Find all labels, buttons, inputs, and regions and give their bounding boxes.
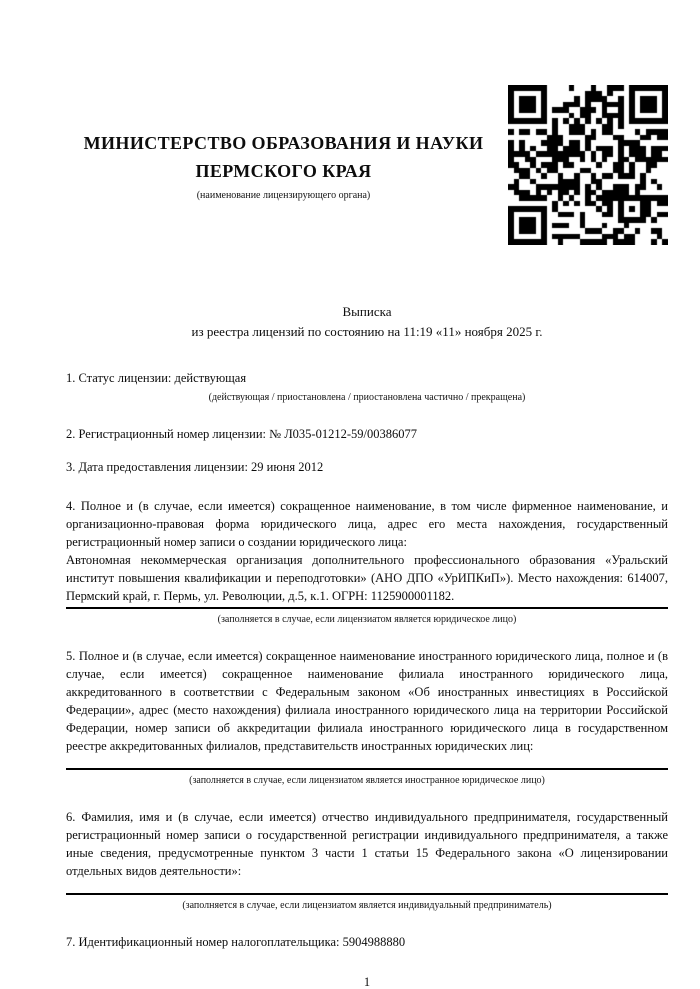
clause-text: 1. Статус лицензии: действующая bbox=[66, 371, 247, 385]
licensing-authority-block bbox=[66, 129, 501, 202]
clause-text: 3. Дата предоставления лицензии: 29 июня 2012 bbox=[66, 460, 324, 474]
licensing-authority-caption: (наименование лицензирующего органа) bbox=[196, 189, 371, 201]
document-title bbox=[0, 302, 700, 342]
document-header bbox=[0, 85, 700, 245]
clause-license-status bbox=[66, 369, 668, 404]
clause-text: 7. Идентификационный номер налогоплательщика: 5904988880 bbox=[66, 935, 406, 949]
separator-line bbox=[66, 893, 668, 895]
separator-line bbox=[66, 607, 668, 609]
clause-caption: (действующая / приостановлена / приостановлена частично / прекращена) bbox=[208, 392, 526, 403]
clause-caption: (заполняется в случае, если лицензиатом является юридическое лицо) bbox=[217, 614, 517, 625]
qr-code-icon bbox=[508, 85, 668, 245]
clause-text: 5. Полное и (в случае, если имеется) сокращенное наименование иностранного юридического лица, полное и (в случае, если имеется) сокращенное наименование филиала иностранного юридического лица, аккредитованного в соответствии с Федеральным законом «Об иностранных инвестициях в Российской Федерации», адрес (место нахождения) филиала иностранного юридического лица на территории Российской Федерации, номер записи об аккредитации филиала иностранного юридического лица в государственном реестре аккредитованных филиалов, представительств иностранных юридических лиц: bbox=[66, 649, 668, 753]
clause-taxpayer-number bbox=[66, 933, 668, 951]
clause-foreign-entity bbox=[66, 647, 668, 787]
ministry-name-line2: ПЕРМСКОГО КРАЯ bbox=[195, 160, 372, 181]
page-number: 1 bbox=[363, 975, 371, 989]
clause-caption: (заполняется в случае, если лицензиатом является иностранное юридическое лицо) bbox=[189, 775, 545, 786]
clause-caption: (заполняется в случае, если лицензиатом является индивидуальный предприниматель) bbox=[182, 900, 552, 911]
clause-legal-entity bbox=[66, 497, 668, 626]
clause-text: 2. Регистрационный номер лицензии: № Л035-01212-59/00386077 bbox=[66, 427, 417, 441]
clause-value: Автономная некоммерческая организация дополнительного профессионального образования «Уральский институт повышения квалификации и переподготовки» (АНО ДПО «УрИПКиП»). Место нахождения: 614007, Пермский край, г. Пермь, ул. Революции, д.5, к.1. ОГРН: 1125900001182. bbox=[66, 553, 668, 603]
ministry-name-line1: МИНИСТЕРСТВО ОБРАЗОВАНИЯ И НАУКИ bbox=[83, 132, 484, 153]
clause-license-date bbox=[66, 458, 668, 476]
clause-registration-number bbox=[66, 425, 668, 443]
clause-individual-entrepreneur bbox=[66, 808, 668, 912]
document-title-line2: из реестра лицензий по состоянию на 11:19 «11» ноября 2025 г. bbox=[191, 324, 543, 339]
clause-text: 4. Полное и (в случае, если имеется) сокращенное наименование, в том числе фирменное наименование, и организационно-правовая форма юридического лица, адрес его места нахождения, государственный регистрационный номер записи о создании юридического лица: bbox=[66, 499, 668, 549]
clause-text: 6. Фамилия, имя и (в случае, если имеется) отчество индивидуального предпринимателя, государственный регистрационный номер записи о государственной регистрации индивидуального предпринимателя, а также иные сведения, предусмотренные пунктом 3 части 1 статьи 15 Федерального закона «О лицензировании отдельных видов деятельности»: bbox=[66, 810, 668, 878]
clauses bbox=[0, 369, 700, 989]
document-title-line1: Выписка bbox=[342, 304, 392, 319]
separator-line bbox=[66, 768, 668, 770]
